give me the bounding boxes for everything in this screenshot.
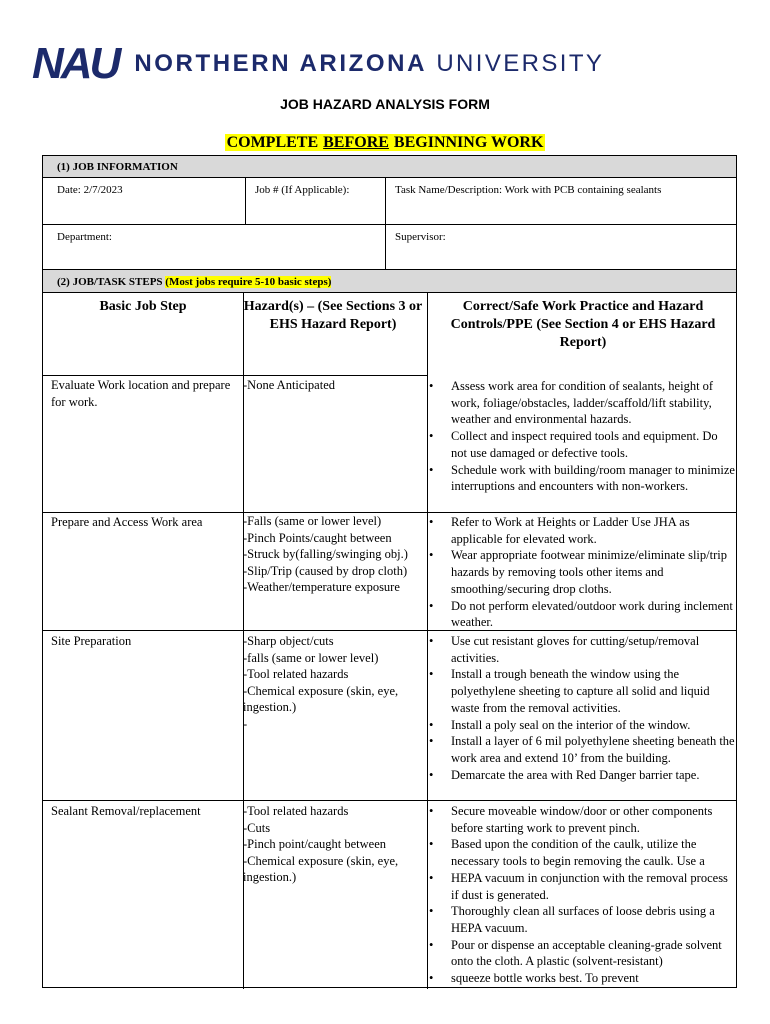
- hazards-4: -Tool related hazards -Cuts -Pinch point/caught between -Chemical exposure (skin, eye, ingestion.): [243, 804, 399, 884]
- job-step-3: Site Preparation: [51, 634, 132, 648]
- section-1-header: (1) JOB INFORMATION: [43, 156, 736, 178]
- controls-4: [429, 803, 735, 987]
- control-item: • Pour or dispense an acceptable cleaning-grade solvent onto the cloth. A plastic (solvent-resistant): [429, 937, 735, 970]
- control-item: • Wear appropriate footwear minimize/eliminate slip/trip hazards by removing tools other items and smoothing/securing drop cloths.: [429, 547, 735, 597]
- section-2-header: (2) JOB/TASK STEPS (Most jobs require 5-10 basic steps): [43, 269, 736, 293]
- form-title: JOB HAZARD ANALYSIS FORM: [280, 96, 490, 112]
- control-item: • Install a poly seal on the interior of the window.: [429, 717, 735, 734]
- department-field: Department:: [57, 231, 112, 243]
- control-item: • Use cut resistant gloves for cutting/setup/removal activities.: [429, 633, 735, 666]
- job-number-field: Job # (If Applicable):: [255, 184, 350, 196]
- control-item: • Based upon the condition of the caulk, utilize the necessary tools to begin removing the caulk. Use a: [429, 836, 735, 869]
- controls-2: [429, 514, 735, 631]
- control-item: • Collect and inspect required tools and equipment. Do not use damaged or defective tools.: [429, 428, 735, 461]
- hazards-1: -None Anticipated: [243, 378, 335, 392]
- supervisor-field: Supervisor:: [395, 231, 446, 243]
- control-item: • Install a layer of 6 mil polyethylene sheeting beneath the work area and extend 10’ from the building.: [429, 733, 735, 766]
- complete-before-banner: COMPLETE BEFORE BEGINNING WORK: [226, 134, 544, 151]
- hazards-2: -Falls (same or lower level) -Pinch Points/caught between -Struck by(falling/swinging obj.) -Slip/Trip (caused by drop cloth) -Weather/temperature exposure: [243, 514, 408, 594]
- control-item: • Demarcate the area with Red Danger barrier tape.: [429, 767, 735, 784]
- control-item: • Refer to Work at Heights or Ladder Use JHA as applicable for elevated work.: [429, 514, 735, 547]
- control-item: • Install a trough beneath the window using the polyethylene sheeting to capture all solid and liquid waste from the removal activities.: [429, 666, 735, 716]
- col-controls: Correct/Safe Work Practice and Hazard Controls/PPE (See Section 4 or EHS Hazard Report): [450, 299, 716, 350]
- job-step-1: Evaluate Work location and prepare for work.: [51, 378, 231, 409]
- logo-mark: NAU: [32, 39, 119, 88]
- controls-3: [429, 633, 735, 783]
- control-item: • squeeze bottle works best. To prevent: [429, 970, 735, 987]
- steps-note: (Most jobs require 5-10 basic steps): [165, 276, 332, 288]
- task-description-field: Task Name/Description: Work with PCB containing sealants: [395, 184, 662, 196]
- hazards-3: -Sharp object/cuts -falls (same or lower level) -Tool related hazards -Chemical exposure (skin, eye, ingestion.) -: [243, 634, 399, 731]
- control-item: • Assess work area for condition of sealants, height of work, foliage/obstacles, ladder/scaffold/lift stability, weather and environmental hazards.: [429, 378, 735, 428]
- job-step-4: Sealant Removal/replacement: [51, 804, 201, 818]
- controls-1: [429, 378, 735, 495]
- control-item: • HEPA vacuum in conjunction with the removal process if dust is generated.: [429, 870, 735, 903]
- nau-logo: [32, 39, 722, 88]
- jha-form: [42, 155, 737, 988]
- job-step-2: Prepare and Access Work area: [51, 515, 203, 529]
- control-item: • Thoroughly clean all surfaces of loose debris using a HEPA vacuum.: [429, 903, 735, 936]
- col-basic-job-step: Basic Job Step: [99, 299, 187, 314]
- col-hazards: Hazard(s) – (See Sections 3 or EHS Hazard Report): [243, 299, 423, 332]
- control-item: • Schedule work with building/room manager to minimize interruptions and encounters with non-workers.: [429, 462, 735, 495]
- date-field: Date: 2/7/2023: [57, 184, 123, 196]
- control-item: • Secure moveable window/door or other components before starting work to prevent pinch.: [429, 803, 735, 836]
- logo-wordmark: NORTHERN ARIZONA UNIVERSITY: [134, 50, 605, 77]
- control-item: • Do not perform elevated/outdoor work during inclement weather.: [429, 598, 735, 631]
